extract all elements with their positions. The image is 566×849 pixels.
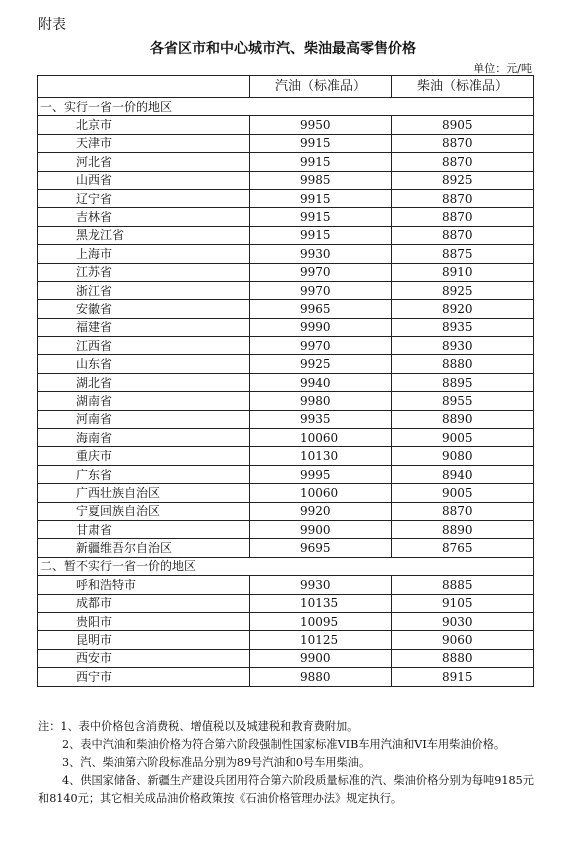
table-row bbox=[38, 318, 534, 336]
table-row bbox=[38, 612, 534, 630]
region-name: 甘肃省 bbox=[38, 520, 250, 538]
diesel-price: 8955 bbox=[392, 392, 534, 410]
diesel-price: 8935 bbox=[392, 318, 534, 336]
region-name: 福建省 bbox=[38, 318, 250, 336]
table-row bbox=[38, 226, 534, 244]
region-name: 浙江省 bbox=[38, 281, 250, 299]
gasoline-price: 9915 bbox=[250, 153, 392, 171]
gasoline-price: 9970 bbox=[250, 337, 392, 355]
gasoline-price: 10060 bbox=[250, 484, 392, 502]
table-header-row bbox=[38, 76, 534, 98]
region-name: 成都市 bbox=[38, 594, 250, 612]
diesel-price: 8870 bbox=[392, 134, 534, 152]
gasoline-price: 9880 bbox=[250, 668, 392, 686]
region-name: 贵阳市 bbox=[38, 612, 250, 630]
section-row bbox=[38, 557, 534, 575]
diesel-price: 8875 bbox=[392, 245, 534, 263]
region-name: 安徽省 bbox=[38, 300, 250, 318]
diesel-price: 8925 bbox=[392, 171, 534, 189]
diesel-price: 8895 bbox=[392, 373, 534, 391]
diesel-price: 8925 bbox=[392, 281, 534, 299]
diesel-price: 8870 bbox=[392, 153, 534, 171]
gasoline-price: 9915 bbox=[250, 208, 392, 226]
region-name: 新疆维吾尔自治区 bbox=[38, 539, 250, 557]
diesel-price: 8915 bbox=[392, 668, 534, 686]
diesel-price: 8890 bbox=[392, 410, 534, 428]
diesel-price: 8870 bbox=[392, 208, 534, 226]
notes bbox=[38, 718, 534, 808]
gasoline-price: 9970 bbox=[250, 263, 392, 281]
table-row bbox=[38, 300, 534, 318]
table-row bbox=[38, 631, 534, 649]
unit-label: 单位：元/吨 bbox=[473, 62, 532, 75]
diesel-price: 8930 bbox=[392, 337, 534, 355]
region-name: 黑龙江省 bbox=[38, 226, 250, 244]
gasoline-price: 9940 bbox=[250, 373, 392, 391]
gasoline-price: 9990 bbox=[250, 318, 392, 336]
region-name: 西宁市 bbox=[38, 668, 250, 686]
table-row bbox=[38, 189, 534, 207]
table-row bbox=[38, 116, 534, 134]
region-name: 昆明市 bbox=[38, 631, 250, 649]
diesel-price: 8910 bbox=[392, 263, 534, 281]
diesel-price: 8870 bbox=[392, 189, 534, 207]
region-name: 吉林省 bbox=[38, 208, 250, 226]
gasoline-price: 9915 bbox=[250, 189, 392, 207]
diesel-price: 9060 bbox=[392, 631, 534, 649]
gasoline-price: 10095 bbox=[250, 612, 392, 630]
attachment-label: 附表 bbox=[38, 17, 66, 33]
table-row bbox=[38, 355, 534, 373]
region-name: 湖北省 bbox=[38, 373, 250, 391]
table-row bbox=[38, 484, 534, 502]
region-name: 海南省 bbox=[38, 429, 250, 447]
gasoline-price: 9900 bbox=[250, 649, 392, 667]
gasoline-price: 9965 bbox=[250, 300, 392, 318]
gasoline-price: 10130 bbox=[250, 447, 392, 465]
table-row bbox=[38, 134, 534, 152]
region-name: 广西壮族自治区 bbox=[38, 484, 250, 502]
table-row bbox=[38, 539, 534, 557]
table-row bbox=[38, 373, 534, 391]
header-region bbox=[38, 76, 250, 98]
table-row bbox=[38, 594, 534, 612]
gasoline-price: 10135 bbox=[250, 594, 392, 612]
gasoline-price: 9935 bbox=[250, 410, 392, 428]
gasoline-price: 9970 bbox=[250, 281, 392, 299]
table-row bbox=[38, 429, 534, 447]
gasoline-price: 9925 bbox=[250, 355, 392, 373]
table-row bbox=[38, 502, 534, 520]
gasoline-price: 9950 bbox=[250, 116, 392, 134]
table-row bbox=[38, 447, 534, 465]
region-name: 江西省 bbox=[38, 337, 250, 355]
table-row bbox=[38, 171, 534, 189]
gasoline-price: 9980 bbox=[250, 392, 392, 410]
diesel-price: 8870 bbox=[392, 226, 534, 244]
diesel-price: 8885 bbox=[392, 576, 534, 594]
region-name: 辽宁省 bbox=[38, 189, 250, 207]
region-name: 江苏省 bbox=[38, 263, 250, 281]
table-row bbox=[38, 153, 534, 171]
header-diesel: 柴油（标准品） bbox=[392, 76, 534, 98]
diesel-price: 8880 bbox=[392, 355, 534, 373]
table-row bbox=[38, 668, 534, 686]
diesel-price: 9005 bbox=[392, 484, 534, 502]
diesel-price: 8905 bbox=[392, 116, 534, 134]
diesel-price: 9105 bbox=[392, 594, 534, 612]
diesel-price: 8880 bbox=[392, 649, 534, 667]
table-row bbox=[38, 337, 534, 355]
diesel-price: 8890 bbox=[392, 520, 534, 538]
diesel-price: 8920 bbox=[392, 300, 534, 318]
region-name: 天津市 bbox=[38, 134, 250, 152]
region-name: 河南省 bbox=[38, 410, 250, 428]
table-row bbox=[38, 520, 534, 538]
table-row bbox=[38, 465, 534, 483]
gasoline-price: 9915 bbox=[250, 226, 392, 244]
note-3: 3、汽、柴油第六阶段标准品分别为89号汽油和0号车用柴油。 bbox=[62, 756, 371, 769]
diesel-price: 8870 bbox=[392, 502, 534, 520]
gasoline-price: 9920 bbox=[250, 502, 392, 520]
table-row bbox=[38, 649, 534, 667]
diesel-price: 9080 bbox=[392, 447, 534, 465]
region-name: 重庆市 bbox=[38, 447, 250, 465]
diesel-price: 9030 bbox=[392, 612, 534, 630]
region-name: 上海市 bbox=[38, 245, 250, 263]
section-label: 一、实行一省一价的地区 bbox=[38, 98, 534, 116]
region-name: 河北省 bbox=[38, 153, 250, 171]
table-row bbox=[38, 576, 534, 594]
table-row bbox=[38, 281, 534, 299]
note-2: 2、表中汽油和柴油价格为符合第六阶段强制性国家标准VIB车用汽油和VI车用柴油价格。 bbox=[62, 738, 506, 751]
gasoline-price: 9900 bbox=[250, 520, 392, 538]
region-name: 西安市 bbox=[38, 649, 250, 667]
note-4: 4、供国家储备、新疆生产建设兵团用符合第六阶段质量标准的汽、柴油价格分别为每吨9185元和8140元；其它相关成品油价格政策按《石油价格管理办法》规定执行。 bbox=[38, 774, 534, 805]
region-name: 山西省 bbox=[38, 171, 250, 189]
diesel-price: 8765 bbox=[392, 539, 534, 557]
region-name: 北京市 bbox=[38, 116, 250, 134]
section-row bbox=[38, 98, 534, 116]
price-table bbox=[37, 75, 534, 687]
gasoline-price: 9930 bbox=[250, 576, 392, 594]
gasoline-price: 9915 bbox=[250, 134, 392, 152]
gasoline-price: 10125 bbox=[250, 631, 392, 649]
diesel-price: 8940 bbox=[392, 465, 534, 483]
region-name: 山东省 bbox=[38, 355, 250, 373]
header-gasoline: 汽油（标准品） bbox=[250, 76, 392, 98]
table-row bbox=[38, 410, 534, 428]
gasoline-price: 10060 bbox=[250, 429, 392, 447]
region-name: 呼和浩特市 bbox=[38, 576, 250, 594]
region-name: 湖南省 bbox=[38, 392, 250, 410]
page-title: 各省区市和中心城市汽、柴油最高零售价格 bbox=[150, 41, 416, 57]
table-row bbox=[38, 263, 534, 281]
gasoline-price: 9695 bbox=[250, 539, 392, 557]
table-row bbox=[38, 208, 534, 226]
region-name: 广东省 bbox=[38, 465, 250, 483]
region-name: 宁夏回族自治区 bbox=[38, 502, 250, 520]
table-row bbox=[38, 392, 534, 410]
note-1: 注：1、表中价格包含消费税、增值税以及城建税和教育费附加。 bbox=[38, 720, 359, 733]
gasoline-price: 9995 bbox=[250, 465, 392, 483]
gasoline-price: 9985 bbox=[250, 171, 392, 189]
gasoline-price: 9930 bbox=[250, 245, 392, 263]
section-label: 二、暂不实行一省一价的地区 bbox=[38, 557, 534, 575]
table-row bbox=[38, 245, 534, 263]
diesel-price: 9005 bbox=[392, 429, 534, 447]
